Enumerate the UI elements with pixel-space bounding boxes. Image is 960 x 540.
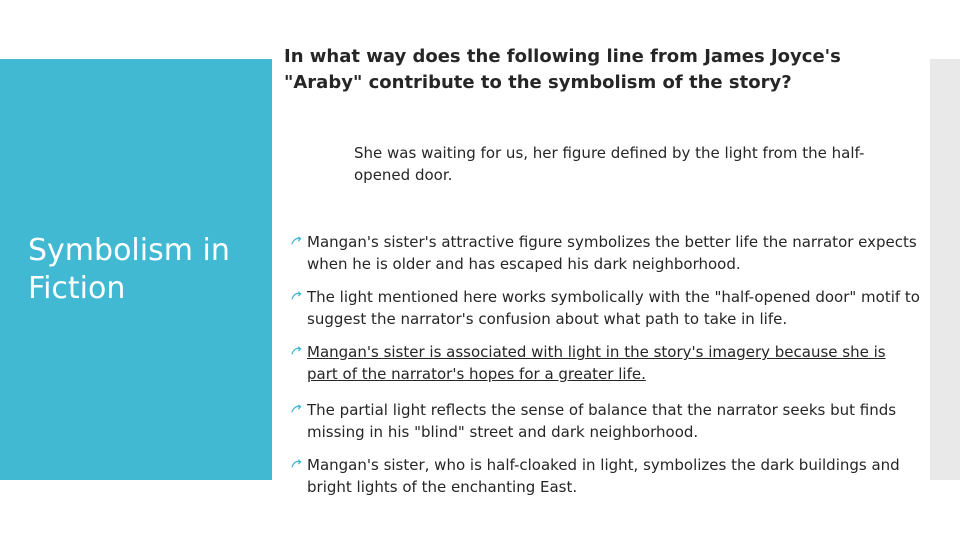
slide-title: Symbolism in Fiction <box>28 233 230 306</box>
curved-arrow-bullet-icon <box>291 346 302 357</box>
right-edge-bar <box>930 59 960 480</box>
quote-text: She was waiting for us, her figure defined by the light from the half-opened door. <box>354 144 865 184</box>
answer-option-text: The light mentioned here works symbolically with the "half-opened door" motif to suggest the narrator's confusion about what path to take in life. <box>307 288 920 328</box>
answer-option[interactable] <box>284 399 920 443</box>
question-text: In what way does the following line from James Joyce's "Araby" contribute to the symbolism of the story? <box>284 46 841 93</box>
answer-option-text: The partial light reflects the sense of balance that the narrator seeks but finds missing in his "blind" street and dark neighborhood. <box>307 401 897 441</box>
answer-option-correct[interactable] <box>284 341 920 385</box>
answer-option-text: Mangan's sister, who is half-cloaked in light, symbolizes the dark buildings and bright lights of the enchanting East. <box>307 456 900 496</box>
curved-arrow-bullet-icon <box>291 404 302 415</box>
answer-option[interactable] <box>284 286 920 330</box>
curved-arrow-bullet-icon <box>291 459 302 470</box>
curved-arrow-bullet-icon <box>291 236 302 247</box>
answer-option[interactable] <box>284 231 920 275</box>
answer-option-text: Mangan's sister's attractive figure symbolizes the better life the narrator expects when he is older and has escaped his dark neighborhood. <box>307 233 917 273</box>
answer-option[interactable] <box>284 454 920 498</box>
answer-option-text: Mangan's sister is associated with light in the story's imagery because she is part of the narrator's hopes for a greater life. <box>307 343 886 383</box>
answer-options <box>284 231 920 509</box>
curved-arrow-bullet-icon <box>291 291 302 302</box>
